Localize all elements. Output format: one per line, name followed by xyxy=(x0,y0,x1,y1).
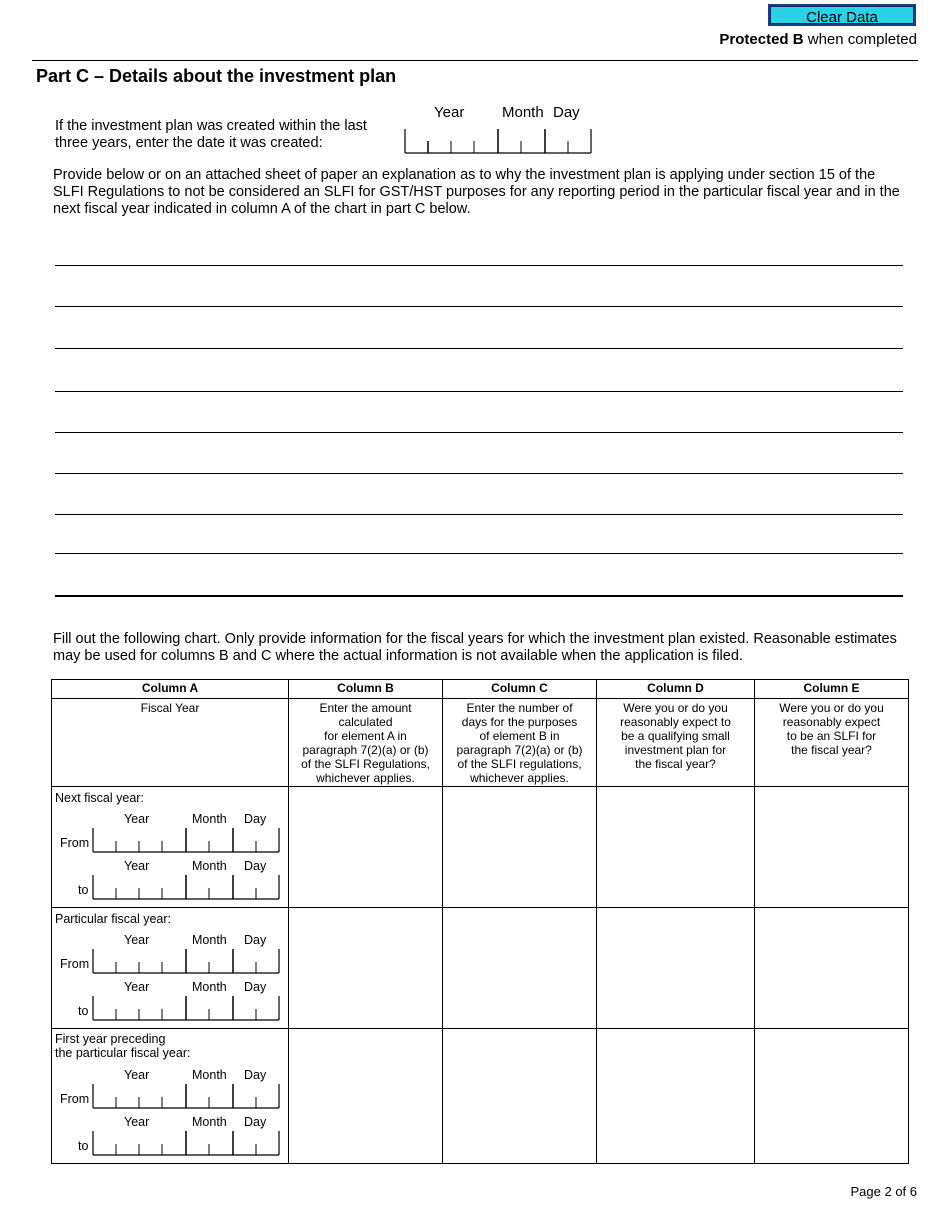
from-label: From xyxy=(60,957,90,971)
protected-b-notice xyxy=(719,31,917,48)
chart-instructions: Fill out the following chart. Only provide information for the fiscal years for which the investment plan existed. Reasonable estimates may be used for columns B and C where the actual information is not available when the application is filed. xyxy=(53,631,897,664)
column-e-description xyxy=(755,699,909,787)
desc-line: days for the purposes xyxy=(461,715,578,729)
from-date-field[interactable] xyxy=(92,828,278,852)
creation-day-label: Day xyxy=(553,104,580,121)
year-label: Year xyxy=(124,933,150,947)
to-label: to xyxy=(78,1004,89,1018)
column-e-header: Column E xyxy=(755,680,909,699)
row-label-line-2: the particular fiscal year: xyxy=(55,1046,191,1060)
month-label: Month xyxy=(192,933,227,947)
intro-line-1: If the investment plan was created within the last xyxy=(55,118,367,134)
day-label: Day xyxy=(244,933,267,947)
column-d-input[interactable] xyxy=(597,908,755,1029)
fiscal-year-chart xyxy=(51,679,909,1164)
column-c-input[interactable] xyxy=(443,1029,597,1164)
from-label: From xyxy=(60,836,90,850)
desc-text: Fiscal Year xyxy=(140,701,200,715)
table-row xyxy=(52,1029,909,1164)
desc-line: for element A in xyxy=(324,729,407,743)
day-label: Day xyxy=(244,1115,267,1129)
month-label: Month xyxy=(192,1115,227,1129)
explanation-line[interactable] xyxy=(55,514,903,515)
column-e-input[interactable] xyxy=(755,787,909,908)
desc-line: Were you or do you xyxy=(623,701,728,715)
desc-line: to be an SLFI for xyxy=(786,729,877,743)
protected-b-suffix: when completed xyxy=(803,31,917,48)
desc-line: calculated xyxy=(338,715,393,729)
particular-fiscal-year-cell xyxy=(52,908,289,1029)
chart-header-row xyxy=(52,680,909,699)
desc-line: of element B in xyxy=(479,729,560,743)
month-label: Month xyxy=(192,1068,227,1082)
year-label: Year xyxy=(124,859,150,873)
column-b-input[interactable] xyxy=(289,787,443,908)
year-label: Year xyxy=(124,1115,150,1129)
row-label: Particular fiscal year: xyxy=(55,912,172,926)
column-d-input[interactable] xyxy=(597,787,755,908)
preceding-fiscal-year-cell xyxy=(52,1029,289,1164)
column-e-input[interactable] xyxy=(755,1029,909,1164)
year-label: Year xyxy=(124,812,150,826)
creation-year-label: Year xyxy=(434,104,465,121)
desc-line: Enter the amount xyxy=(319,701,412,715)
column-a-description xyxy=(52,699,289,787)
column-c-input[interactable] xyxy=(443,908,597,1029)
explanation-line[interactable] xyxy=(55,348,903,349)
next-fiscal-year-cell xyxy=(52,787,289,908)
desc-line: investment plan for xyxy=(624,743,727,757)
column-d-input[interactable] xyxy=(597,1029,755,1164)
month-label: Month xyxy=(192,812,227,826)
desc-line: of the SLFI Regulations, xyxy=(301,757,430,771)
desc-line: be a qualifying small xyxy=(621,729,730,743)
column-c-description xyxy=(443,699,597,787)
explanation-instructions: Provide below or on an attached sheet of paper an explanation as to why the investment plan is applying under section 15 of the SLFI Regulations to not be considered an SLFI for GST/HST purposes for any reporting period in the particular fiscal year and in the next fiscal year indicated in column A of the chart in part C below. xyxy=(53,167,900,217)
column-c-header: Column C xyxy=(443,680,597,699)
explanation-line[interactable] xyxy=(55,595,903,597)
column-b-input[interactable] xyxy=(289,908,443,1029)
clear-data-button[interactable]: Clear Data xyxy=(768,4,916,26)
desc-line: paragraph 7(2)(a) or (b) xyxy=(456,743,583,757)
creation-month-label: Month xyxy=(502,104,544,121)
explanation-line[interactable] xyxy=(55,391,903,392)
column-e-input[interactable] xyxy=(755,908,909,1029)
month-label: Month xyxy=(192,859,227,873)
month-label: Month xyxy=(192,980,227,994)
explanation-line[interactable] xyxy=(55,265,903,266)
to-label: to xyxy=(78,883,89,897)
to-date-field[interactable] xyxy=(92,996,278,1020)
to-date-field[interactable] xyxy=(92,1131,278,1155)
column-c-input[interactable] xyxy=(443,787,597,908)
desc-line: whichever applies. xyxy=(316,771,415,785)
page-title: Part C – Details about the investment plan xyxy=(36,66,397,86)
desc-line: whichever applies. xyxy=(470,771,569,785)
day-label: Day xyxy=(244,859,267,873)
creation-date-instructions xyxy=(55,118,405,152)
desc-line: Enter the number of xyxy=(466,701,573,715)
column-b-description xyxy=(289,699,443,787)
row-label: Next fiscal year: xyxy=(55,791,144,805)
explanation-line[interactable] xyxy=(55,306,903,307)
column-a-header: Column A xyxy=(52,680,289,699)
year-label: Year xyxy=(124,1068,150,1082)
desc-line: reasonably expect to xyxy=(620,715,731,729)
day-label: Day xyxy=(244,812,267,826)
row-label xyxy=(55,1032,190,1060)
explanation-line[interactable] xyxy=(55,432,903,433)
desc-line: the fiscal year? xyxy=(635,757,716,771)
day-label: Day xyxy=(244,980,267,994)
page-number: Page 2 of 6 xyxy=(850,1184,917,1199)
desc-line: of the SLFI regulations, xyxy=(457,757,582,771)
from-date-field[interactable] xyxy=(92,1084,278,1108)
column-b-input[interactable] xyxy=(289,1029,443,1164)
to-label: to xyxy=(78,1139,89,1153)
explanation-line[interactable] xyxy=(55,473,903,474)
column-b-header: Column B xyxy=(289,680,443,699)
desc-line: Were you or do you xyxy=(779,701,884,715)
chart-description-row xyxy=(52,699,909,787)
row-label-line-1: First year preceding xyxy=(55,1032,166,1046)
table-row xyxy=(52,787,909,908)
protected-b-label: Protected B xyxy=(719,31,804,48)
desc-line: the fiscal year? xyxy=(791,743,872,757)
column-d-description xyxy=(597,699,755,787)
intro-line-2: three years, enter the date it was created: xyxy=(55,135,323,151)
header-divider xyxy=(32,60,918,61)
day-label: Day xyxy=(244,1068,267,1082)
explanation-line[interactable] xyxy=(55,553,903,554)
year-label: Year xyxy=(124,980,150,994)
creation-date-field[interactable] xyxy=(404,129,594,153)
from-date-field[interactable] xyxy=(92,949,278,973)
to-date-field[interactable] xyxy=(92,875,278,899)
desc-line: paragraph 7(2)(a) or (b) xyxy=(302,743,429,757)
column-d-header: Column D xyxy=(597,680,755,699)
from-label: From xyxy=(60,1092,90,1106)
table-row xyxy=(52,908,909,1029)
desc-line: reasonably expect xyxy=(782,715,881,729)
